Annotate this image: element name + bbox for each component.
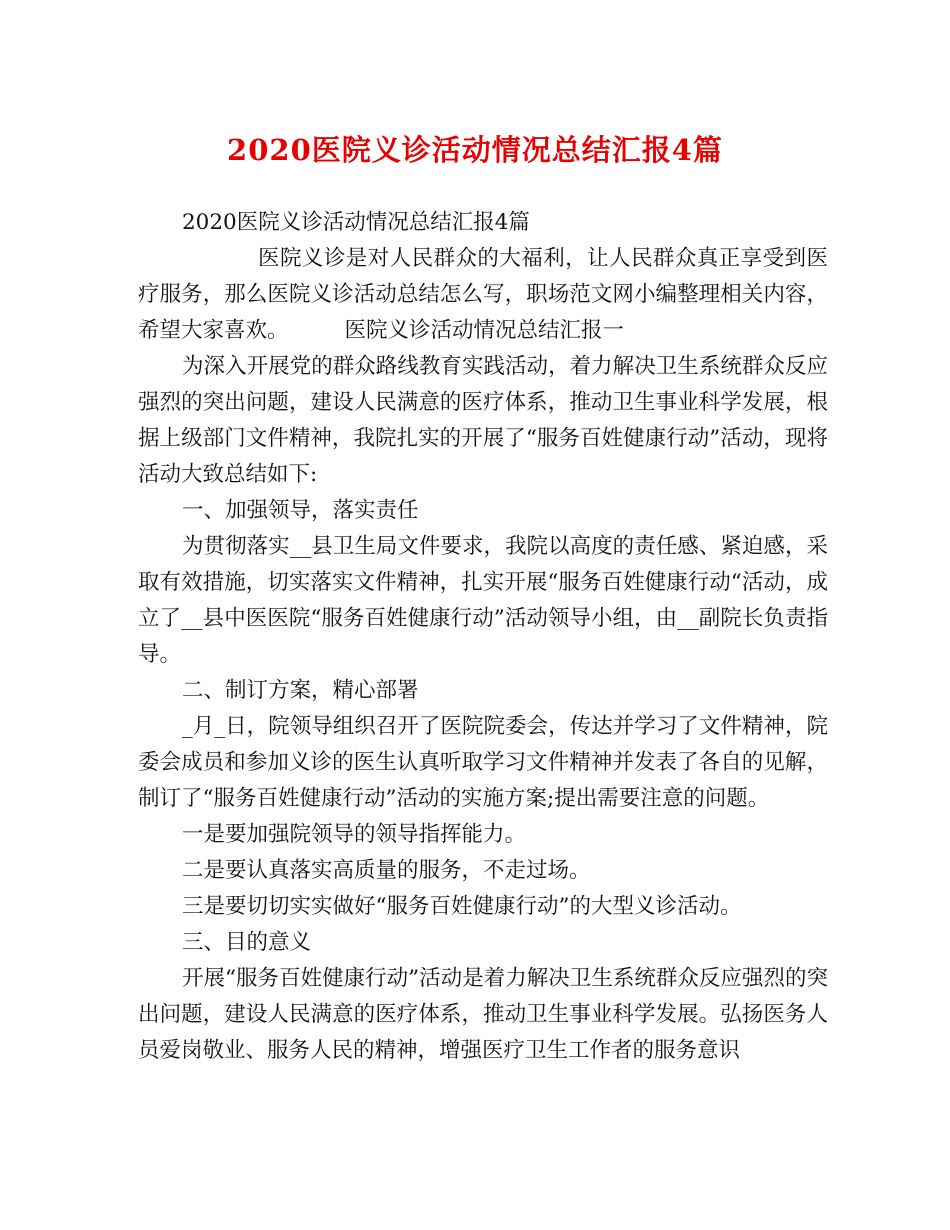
list-item: 一是要加强院领导的领导指挥能力。: [182, 822, 527, 847]
section-heading: 三、目的意义: [182, 930, 312, 955]
document-body: [138, 205, 828, 1069]
document-title: 2020医院义诊活动情况总结汇报4篇: [227, 133, 723, 167]
paragraph: 为深入开展党的群众路线教育实践活动，着力解决卫生系统群众反应强烈的突出问题，建设人民满意的医疗体系，推动卫生事业科学发展，根据上级部门文件精神，我院扎实的开展了“服务百姓健康行动”活动，现将活动大致总结如下:: [138, 354, 828, 487]
paragraph: _月_日，院领导组织召开了医院院委会，传达并学习了文件精神，院委会成员和参加义诊的医生认真听取学习文件精神并发表了各自的见解，制订了“服务百姓健康行动”活动的实施方案;提出需要注意的问题。: [138, 714, 828, 811]
paragraph: 开展“服务百姓健康行动”活动是着力解决卫生系统群众反应强烈的突出问题，建设人民满意的医疗体系，推动卫生事业科学发展。弘扬医务人员爱岗敬业、服务人民的精神，增强医疗卫生工作者的服务意识: [138, 966, 828, 1063]
intro-lead: 医院义诊是对人民群众的大福利，让人民群众真正享受到医疗服务，那么医院义诊活动总结怎么写，职场范文网小编整理相关内容，希望大家喜欢。: [138, 246, 828, 343]
intro-paragraph: [138, 241, 828, 349]
section-heading: 二、制订方案，精心部署: [182, 678, 419, 703]
list-item: 二是要认真落实高质量的服务，不走过场。: [182, 858, 591, 883]
list-item: 三是要切切实实做好“服务百姓健康行动”的大型义诊活动。: [182, 894, 742, 919]
intro-section-heading: 医院义诊活动情况总结汇报一: [344, 318, 625, 343]
paragraph: 为贯彻落实__县卫生局文件要求，我院以高度的责任感、紧迫感，采取有效措施，切实落实文件精神，扎实开展“服务百姓健康行动“活动，成立了__县中医医院“服务百姓健康行动”活动领导小组，由__副院长负责指导。: [138, 534, 828, 667]
section-heading: 一、加强领导，落实责任: [182, 498, 419, 523]
subtitle: 2020医院义诊活动情况总结汇报4篇: [182, 210, 530, 235]
